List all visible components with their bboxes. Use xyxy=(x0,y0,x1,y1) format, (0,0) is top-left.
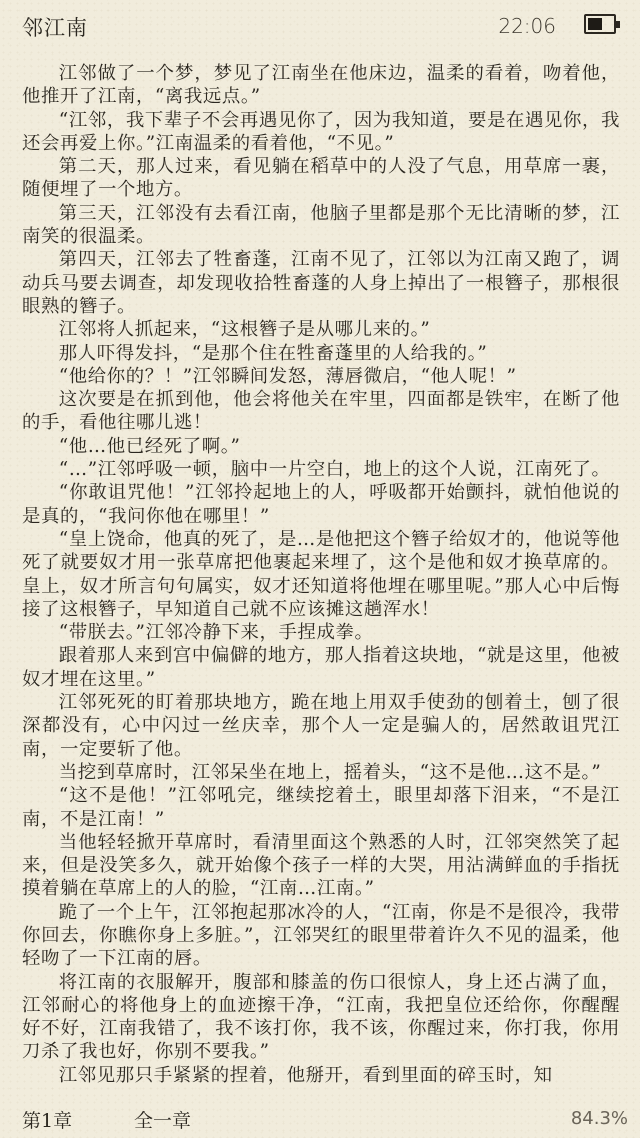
paragraph: 第四天，江邻去了牲畜蓬，江南不见了，江邻以为江南又跑了，调动兵马要去调查，却发现收拾牲畜蓬的人身上掉出了一根簪子，那根很眼熟的簪子。 xyxy=(22,249,620,317)
status-bar xyxy=(0,0,640,52)
book-title: 邻江南 xyxy=(22,16,88,40)
paragraph: “他给你的？！”江邻瞬间发怒，薄唇微启，“他人呢！” xyxy=(58,365,517,387)
chapter-name[interactable]: 全一章 xyxy=(134,1110,192,1132)
paragraph: 将江南的衣服解开，腹部和膝盖的伤口很惊人，身上还占满了血，江邻耐心的将他身上的血迹擦干净，“江南，我把皇位还给你，你醒醒好不好，江南我错了，我不该打你，我不该，你醒过来，你打我，你用刀杀了我也好，你别不要我。” xyxy=(22,971,620,1063)
paragraph: 当他轻轻掀开草席时，看清里面这个熟悉的人时，江邻突然笑了起来，但是没笑多久，就开始像个孩子一样的大哭，用沾满鲜血的手指抚摸着躺在草席上的人的脸，“江南…江南。” xyxy=(22,831,620,900)
paragraph: 江邻见那只手紧紧的捏着，他掰开，看到里面的碎玉时，知 xyxy=(58,1064,553,1086)
paragraph: “皇上饶命，他真的死了，是…是他把这个簪子给奴才的，他说等他死了就要奴才用一张草席把他裹起来埋了，这个是他和奴才换草席的。皇上，奴才所言句句属实，奴才还知道将他埋在哪里呢。”那人心中后悔接了这根簪子，早知道自己就不应该摊这趟浑水！ xyxy=(22,528,620,620)
paragraph: 跪了一个上午，江邻抱起那冰冷的人，“江南，你是不是很冷，我带你回去，你瞧你身上多脏。”，江邻哭红的眼里带着许久不见的温柔，他轻吻了一下江南的唇。 xyxy=(22,901,620,970)
reading-content[interactable] xyxy=(22,62,620,1086)
battery-level xyxy=(588,18,602,30)
paragraph: 江邻将人抓起来，“这根簪子是从哪儿来的。” xyxy=(58,319,431,341)
paragraph: “你敢诅咒他！”江邻拎起地上的人，呼吸都开始颤抖，就怕他说的是真的，“我问你他在哪里！” xyxy=(22,482,620,527)
clock: 22:06 xyxy=(498,14,556,38)
chapter-number[interactable]: 第1章 xyxy=(22,1110,73,1132)
paragraph: 当挖到草席时，江邻呆坐在地上，摇着头，“这不是他…这不是。” xyxy=(58,761,602,783)
paragraph: 第二天，那人过来，看见躺在稻草中的人没了气息，用草席一裹，随便埋了一个地方。 xyxy=(22,156,620,201)
paragraph: 江邻死死的盯着那块地方，跪在地上用双手使劲的刨着土，刨了很深都没有，心中闪过一丝庆幸，那个人一定是骗人的，居然敢诅咒江南，一定要斩了他。 xyxy=(22,692,620,760)
battery-nub xyxy=(616,21,620,28)
paragraph: 江邻做了一个梦，梦见了江南坐在他床边，温柔的看着，吻着他，他推开了江南，“离我远点。” xyxy=(22,63,620,108)
paragraph: “他…他已经死了啊。” xyxy=(58,435,241,457)
reader-footer xyxy=(0,1100,640,1138)
reading-progress: 84.3% xyxy=(570,1108,628,1129)
paragraph: 这次要是在抓到他，他会将他关在牢里，四面都是铁牢，在断了他的手，看他往哪儿逃！ xyxy=(22,389,620,434)
paragraph: “…”江邻呼吸一顿，脑中一片空白，地上的这个人说，江南死了。 xyxy=(58,459,611,481)
paragraph: “这不是他！”江邻吼完，继续挖着土，眼里却落下泪来，“不是江南，不是江南！” xyxy=(22,785,620,830)
paragraph: 跟着那人来到宫中偏僻的地方，那人指着这块地，“就是这里，他被奴才埋在这里。” xyxy=(22,645,620,690)
paragraph: “带朕去。”江邻冷静下来，手捏成拳。 xyxy=(58,622,374,644)
paragraph: “江邻，我下辈子不会再遇见你了，因为我知道，要是在遇见你，我还会再爱上你。”江南温柔的看着他，“不见。” xyxy=(22,109,620,154)
paragraph: 第三天，江邻没有去看江南，他脑子里都是那个无比清晰的梦，江南笑的很温柔。 xyxy=(22,202,620,248)
battery-icon xyxy=(584,14,616,34)
paragraph: 那人吓得发抖，“是那个住在牲畜蓬里的人给我的。” xyxy=(58,342,488,364)
